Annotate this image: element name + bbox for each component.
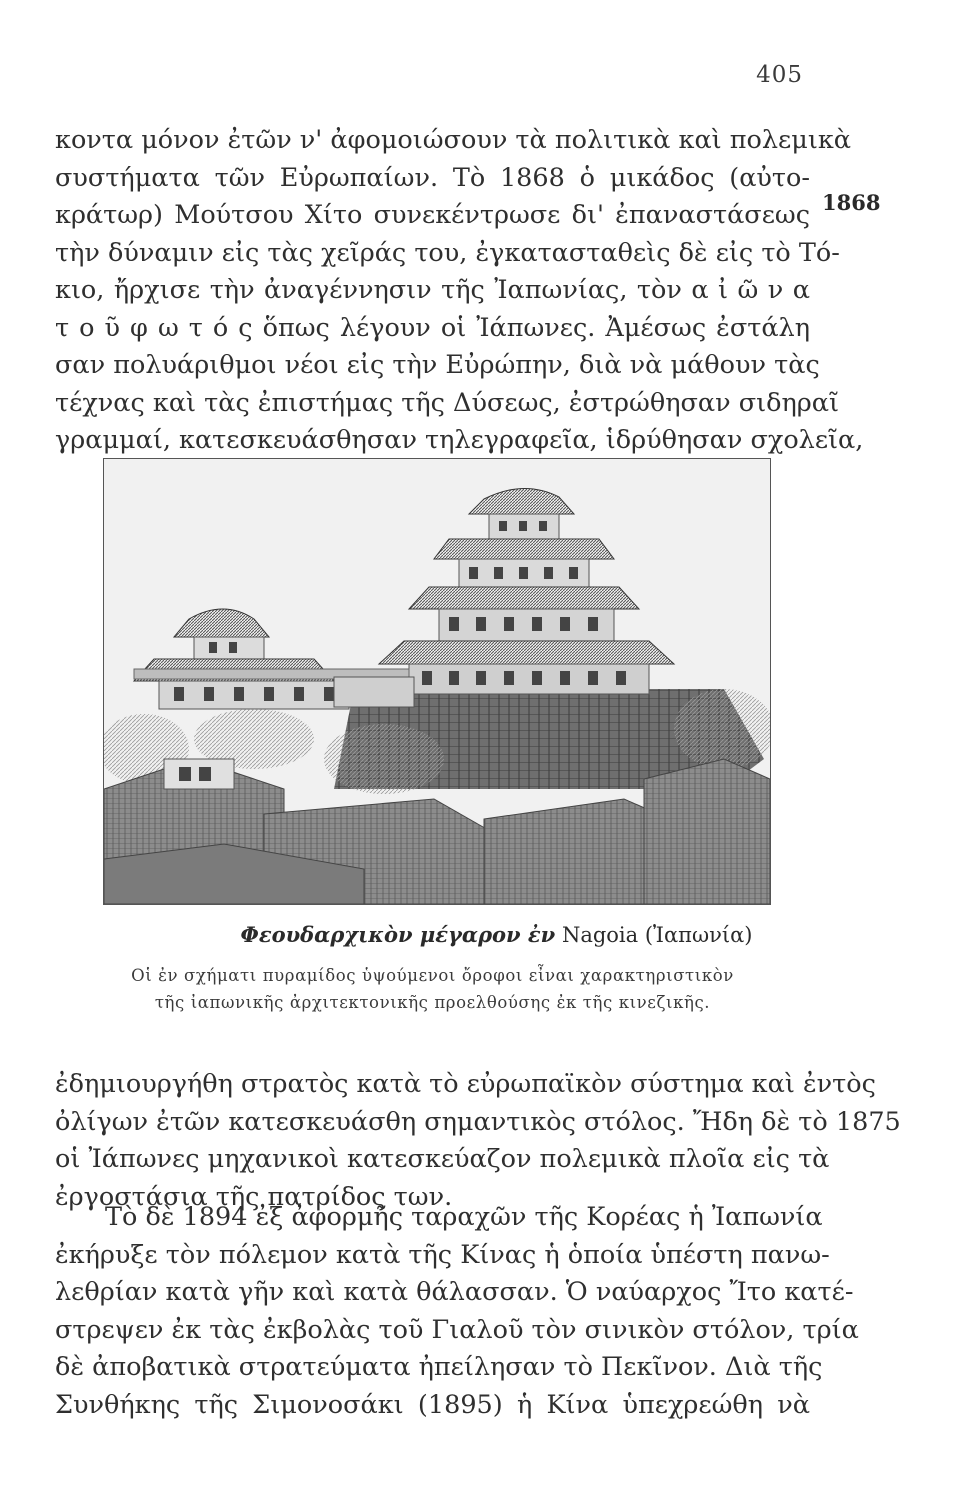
caption-line: Οἱ ἐν σχήματι πυραμίδος ὑψούμενοι ὄροφοι εἶναι χαρακτηριστικὸν xyxy=(131,966,734,985)
text-line: σαν πολυάριθμοι νέοι εἰς τὴν Εὐρώπην, διὰ νὰ μάθουν τὰς xyxy=(55,350,820,380)
caption-place: Nagoia (Ἰαπωνία) xyxy=(561,923,753,947)
page-number: 405 xyxy=(756,62,803,88)
text-line: Τὸ δὲ 1894 ἐξ ἀφορμῆς ταραχῶν τῆς Κορέας ἡ Ἰαπωνία xyxy=(105,1202,823,1232)
margin-year-note: 1868 xyxy=(822,190,881,215)
paragraph-top xyxy=(55,122,864,460)
text-line: τ ο ῦ φ ω τ ό ς ὅπως λέγουν οἱ Ἰάπωνες. Ἀμέσως ἐστάλη xyxy=(55,312,810,343)
paragraph-mid xyxy=(55,1066,901,1216)
text-line: ἐργοστάσια τῆς πατρίδος των. xyxy=(55,1181,453,1212)
text-line: ὀλίγων ἐτῶν κατεσκευάσθη σημαντικὸς στόλος. Ἤδη δὲ τὸ 1875 xyxy=(55,1106,901,1137)
text-line: κοντα μόνον ἐτῶν ν' ἀφομοιώσουν τὰ πολιτικὰ καὶ πολεμικὰ xyxy=(55,125,851,155)
caption-line: τῆς ἰαπωνικῆς ἀρχιτεκτονικῆς προελθούσης ἐκ τῆς κινεζικῆς. xyxy=(154,993,711,1012)
castle-illustration xyxy=(103,458,771,905)
text-line: στρεψεν ἐκ τὰς ἐκβολὰς τοῦ Γιαλοῦ τὸν σινικὸν στόλον, τρία xyxy=(55,1314,859,1345)
figure-description xyxy=(55,962,810,1016)
caption-italic: Φεουδαρχικὸν μέγαρον ἐν xyxy=(240,922,556,947)
text-line: λεθρίαν κατὰ γῆν καὶ κατὰ θάλασσαν. Ὁ ναύαρχος Ἴτο κατέ- xyxy=(55,1277,854,1307)
text-line: Συνθήκης τῆς Σιμονοσάκι (1895) ἡ Κίνα ὑπεχρεώθη νὰ xyxy=(55,1389,810,1420)
castle-drawing xyxy=(104,459,770,904)
text-line: κιο, ἤρχισε τὴν ἀναγέννησιν τῆς Ἰαπωνίας, τὸν α ἰ ῶ ν α xyxy=(55,275,810,305)
text-line: δὲ ἀποβατικὰ στρατεύματα ἠπείλησαν τὸ Πεκῖνον. Διὰ τῆς xyxy=(55,1352,823,1382)
text-line: τὴν δύναμιν εἰς τὰς χεῖράς του, ἐγκατασταθεὶς δὲ εἰς τὸ Τό- xyxy=(55,237,840,268)
text-line: γραμμαί, κατεσκευάσθησαν τηλεγραφεῖα, ἱδρύθησαν σχολεῖα, xyxy=(55,425,864,455)
figure-caption-title xyxy=(0,922,953,947)
text-line: συστήματα τῶν Εὐρωπαίων. Τὸ 1868 ὁ μικάδος (αὐτο- xyxy=(55,162,810,193)
text-line: οἱ Ἰάπωνες μηχανικοὶ κατεσκεύαζον πολεμικὰ πλοῖα εἰς τὰ xyxy=(55,1144,830,1174)
paragraph-bottom xyxy=(55,1199,859,1424)
text-line: κράτωρ) Μούτσου Χίτο συνεκέντρωσε δι' ἐπαναστάσεως xyxy=(55,200,810,230)
text-line: ἐδημιουργήθη στρατὸς κατὰ τὸ εὐρωπαϊκὸν σύστημα καὶ ἐντὸς xyxy=(55,1069,876,1099)
text-line: τέχνας καὶ τὰς ἐπιστήμας τῆς Δύσεως, ἐστρώθησαν σιδηραῖ xyxy=(55,387,839,418)
text-line: ἐκήρυξε τὸν πόλεμον κατὰ τῆς Κίνας ἡ ὁποία ὑπέστη πανω- xyxy=(55,1239,830,1270)
